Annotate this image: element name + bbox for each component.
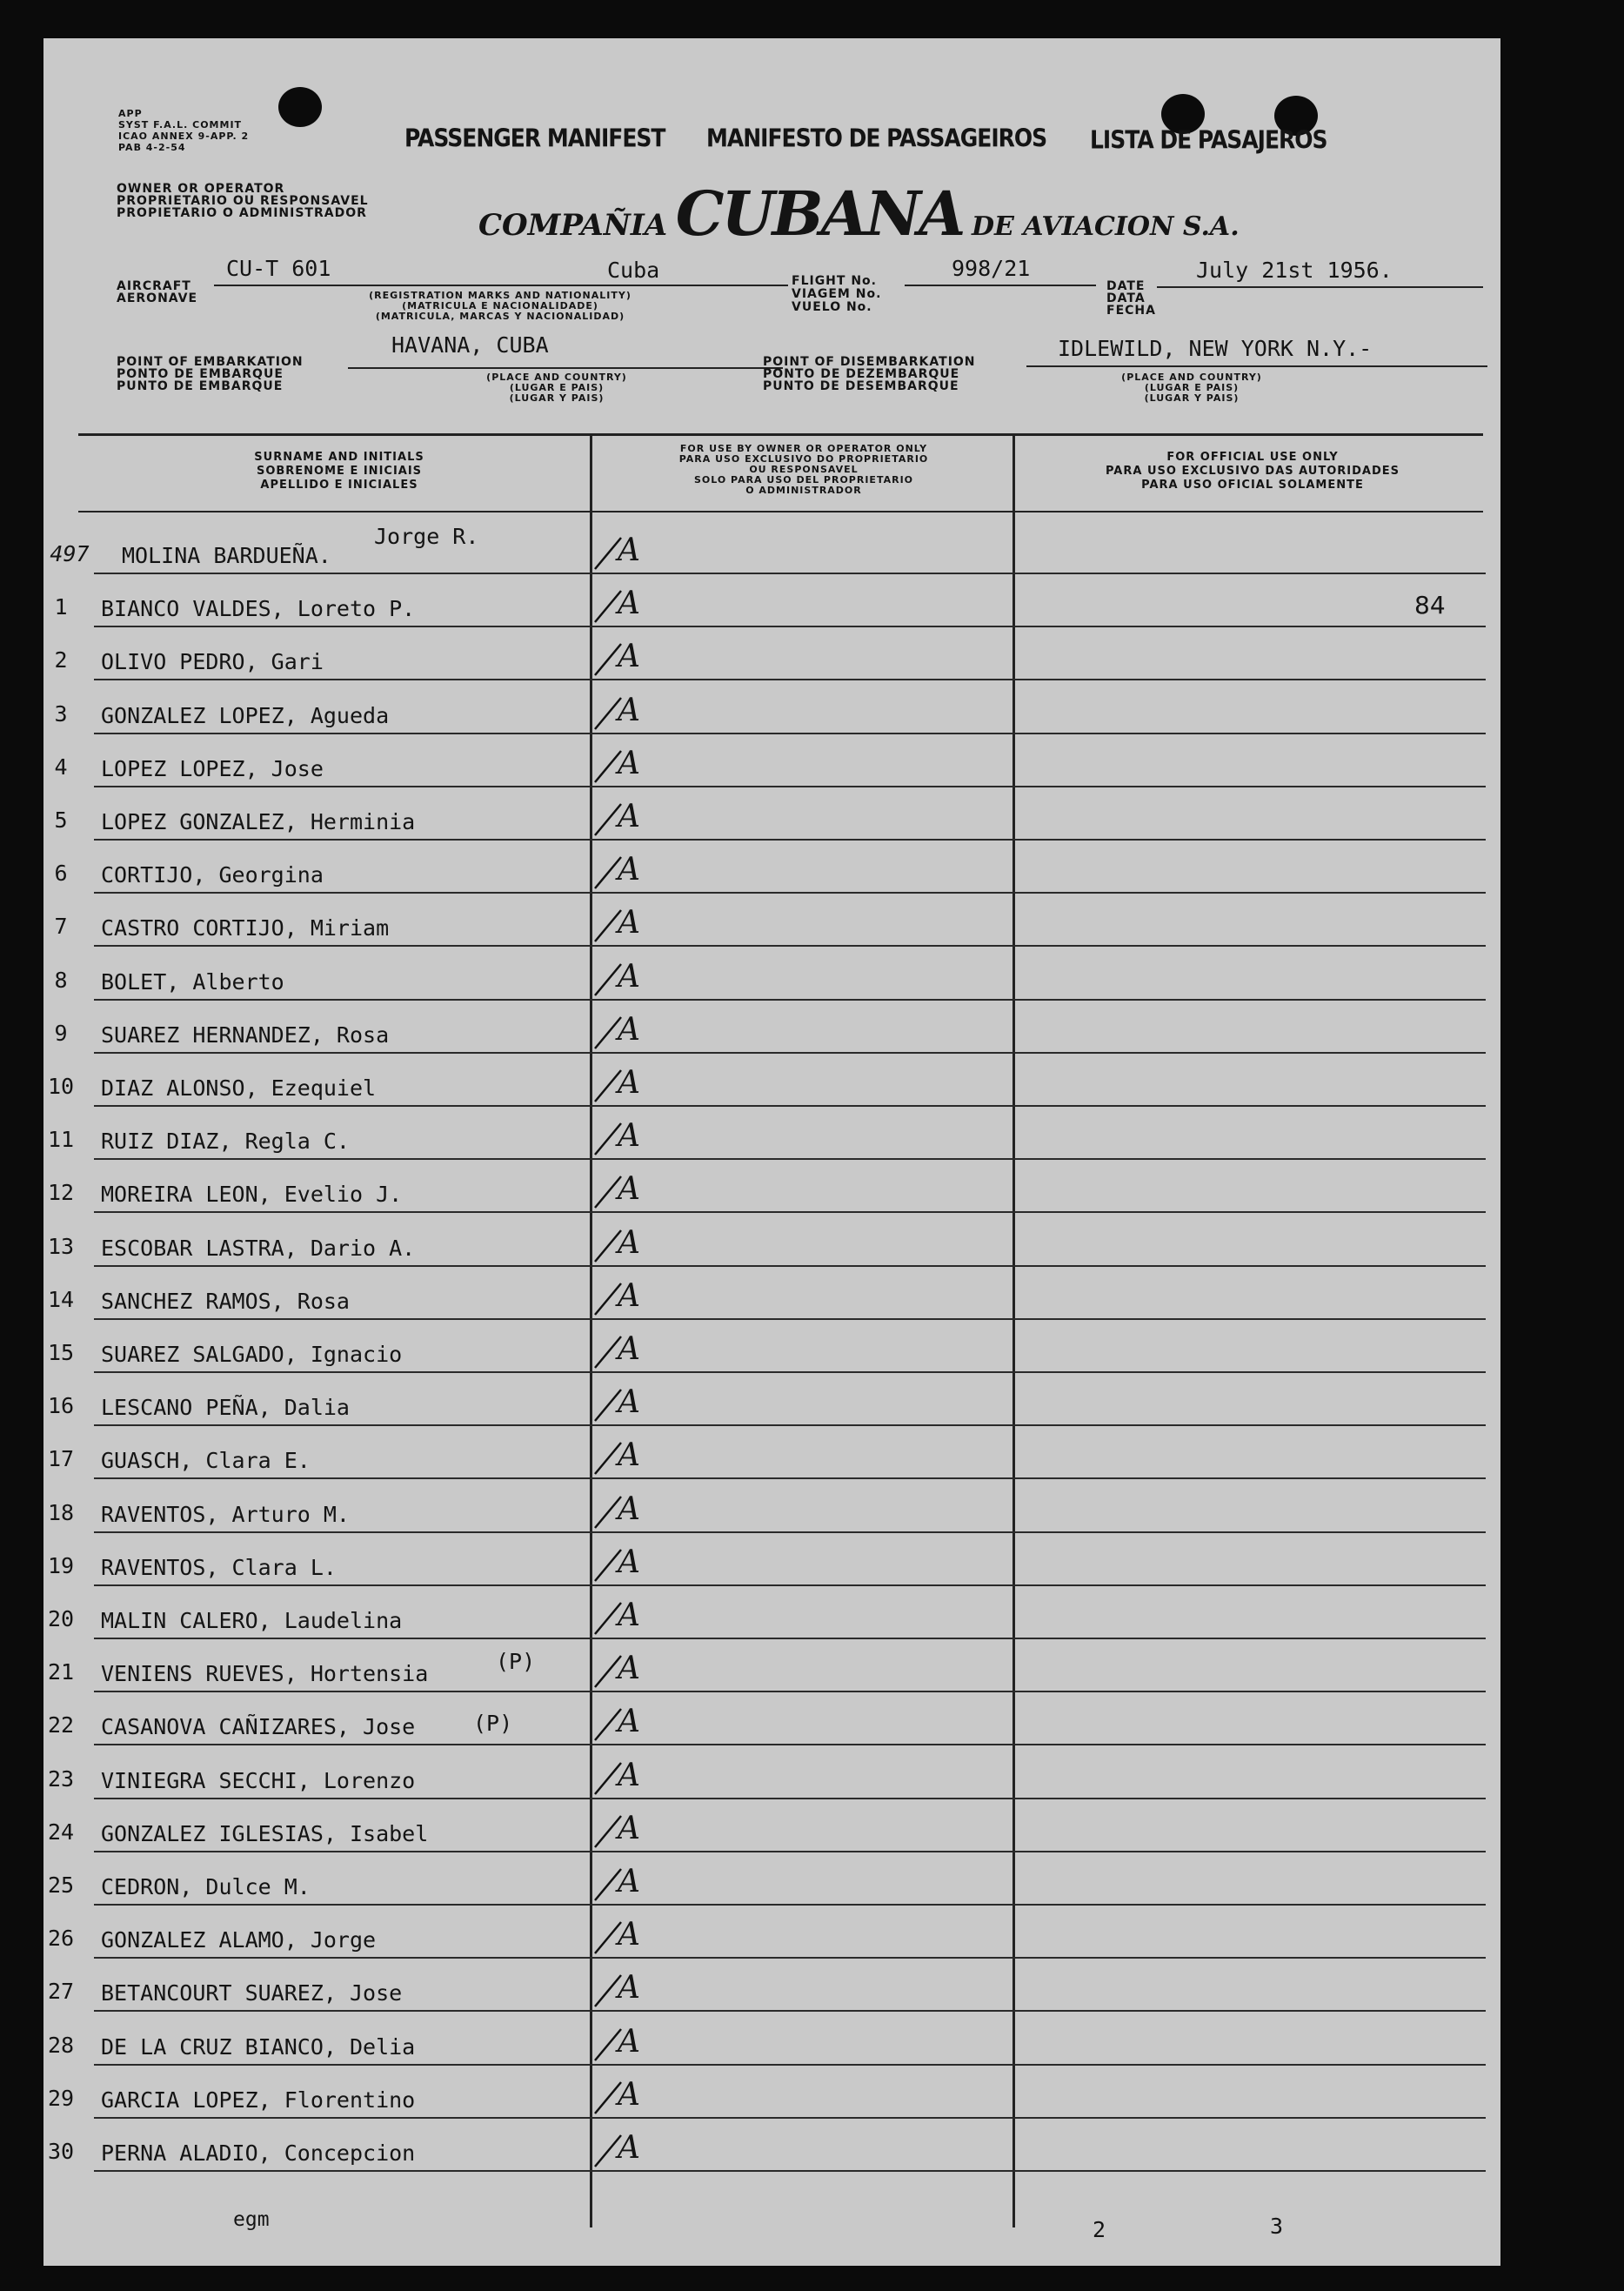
slash-mark [591,1759,626,1798]
row-rule [94,733,1486,734]
row-rule [94,1158,1486,1160]
title-es: LISTA DE PASAJEROS [1090,124,1327,155]
checkmark-annotation: A [618,1171,640,1207]
embark-underline [348,367,783,369]
passenger-name: SUAREZ SALGADO, Ignacio [101,1342,403,1367]
slash-mark [591,1067,626,1105]
row-number: 22 [47,1712,75,1738]
checkmark-annotation: A [618,1544,640,1580]
passenger-name: SUAREZ HERNANDEZ, Rosa [101,1022,390,1048]
row-rule [94,1477,1486,1479]
checkmark-annotation: A [618,693,640,728]
row-rule [94,2170,1486,2172]
checkmark-annotation: A [618,799,640,834]
row-number: 30 [47,2139,75,2164]
slash-mark [591,961,626,999]
passenger-name: BIANCO VALDES, Loreto P. [101,596,416,621]
row-number: 3 [54,701,68,727]
row-number: 19 [47,1553,75,1578]
row-number: 28 [47,2033,75,2058]
passenger-name: GONZALEZ IGLESIAS, Isabel [101,1821,429,1846]
slash-mark [591,1652,626,1691]
checkmark-annotation: A [618,1970,640,2006]
registration-caption: (REGISTRATION MARKS AND NATIONALITY) (MATRICULA E NACIONALIDADE) (MATRICULA, MARCAS Y NACIONALIDAD) [369,290,632,322]
passenger-name: GUASCH, Clara E. [101,1448,311,1473]
date-underline [1157,286,1483,288]
slash-mark [591,1493,626,1531]
owner-label: OWNER OR OPERATOR PROPRIETARIO OU RESPONSAVEL PROPIETARIO O ADMINISTRADOR [117,182,369,220]
passenger-name: MOLINA BARDUEÑA. [122,543,331,568]
checkmark-annotation: A [618,2024,640,2060]
row-number: 11 [47,1127,75,1152]
slash-mark [591,1333,626,1371]
slash-mark [591,1280,626,1318]
checkmark-annotation: A [618,1917,640,1953]
row-number: 10 [47,1074,75,1099]
slash-mark [591,1866,626,1904]
row-number: 23 [47,1766,75,1792]
table-header-rule [78,511,1483,512]
row-rule [94,1851,1486,1852]
slash-mark [591,1014,626,1052]
disembark-underline [1026,365,1487,367]
row-number: 27 [47,1979,75,2004]
row-number: 26 [47,1926,75,1951]
slash-mark [591,907,626,945]
row-number: 16 [47,1393,75,1418]
checkmark-annotation: A [618,639,640,674]
row-number: 8 [54,968,68,993]
passenger-name: BETANCOURT SUAREZ, Jose [101,1980,403,2006]
embark-place-caption: (PLACE AND COUNTRY) (LUGAR E PAIS) (LUGAR Y PAIS) [486,372,627,404]
checkmark-annotation: A [618,1278,640,1314]
row-rule [94,1638,1486,1639]
checkmark-annotation: A [618,1758,640,1793]
row-rule [94,892,1486,894]
row-number: 1 [54,594,68,620]
slash-mark [591,1439,626,1477]
row-rule [94,626,1486,627]
row-number: 9 [54,1021,68,1046]
slash-mark [591,1972,626,2010]
checkmark-annotation: A [618,1065,640,1101]
slash-mark [591,1386,626,1424]
row-rule [94,1265,1486,1267]
row-rule [94,1211,1486,1213]
slash-mark [591,1120,626,1158]
row-number: 5 [54,807,68,833]
slash-mark [591,2132,626,2170]
checkmark-annotation: A [618,1331,640,1367]
col-header-official-use: FOR OFFICIAL USE ONLY PARA USO EXCLUSIVO DAS AUTORIDADES PARA USO OFICIAL SOLAMENTE [1105,451,1400,492]
passenger-name: DIAZ ALONSO, Ezequiel [101,1075,377,1101]
slash-mark [591,1705,626,1744]
passenger-name: VENIENS RUEVES, Hortensia [101,1661,429,1686]
row-number: 7 [54,914,68,939]
flight-underline [905,285,1096,286]
row-number: 18 [47,1500,75,1525]
passenger-name: RAVENTOS, Clara L. [101,1555,337,1580]
passenger-name: GONZALEZ ALAMO, Jorge [101,1927,377,1953]
embark-value: HAVANA, CUBA [391,332,549,358]
slash-mark [591,1546,626,1584]
passenger-name: VINIEGRA SECCHI, Lorenzo [101,1768,416,1793]
row-rule [94,1105,1486,1107]
passenger-name: RAVENTOS, Arturo M. [101,1502,350,1527]
disembark-value: IDLEWILD, NEW YORK N.Y.- [1058,336,1373,361]
checkmark-annotation: A [618,905,640,941]
column-divider [1012,435,1015,2227]
passenger-name: CEDRON, Dulce M. [101,1874,311,1899]
nationality-value: Cuba [607,258,660,283]
slash-mark [591,1227,626,1265]
checkmark-annotation: A [618,1598,640,1633]
checkmark-annotation: A [618,959,640,995]
row-number: 25 [47,1872,75,1898]
row-number: 21 [47,1659,75,1685]
passenger-name: BOLET, Alberto [101,969,284,995]
aircraft-label: AIRCRAFT AERONAVE [117,279,198,305]
passenger-name: PERNA ALADIO, Concepcion [101,2140,416,2166]
date-label: DATE DATA FECHA [1106,279,1156,318]
row-rule [94,839,1486,841]
page-count: 3 [1270,2214,1284,2239]
row-rule [94,1318,1486,1320]
row-number: 15 [47,1340,75,1365]
disembark-place-caption: (PLACE AND COUNTRY) (LUGAR E PAIS) (LUGAR Y PAIS) [1121,372,1262,404]
row-number: 497 [50,541,90,566]
passenger-name: LOPEZ GONZALEZ, Herminia [101,809,416,834]
slash-mark [591,1812,626,1851]
row-rule [94,1424,1486,1426]
checkmark-annotation: A [618,852,640,888]
date-value: July 21st 1956. [1196,258,1393,283]
row-rule [94,1531,1486,1533]
passenger-name: CORTIJO, Georgina [101,862,324,888]
slash-mark [591,640,626,679]
table-top-rule [78,433,1483,436]
manifest-sheet [43,38,1500,2266]
row-rule [94,2064,1486,2066]
slash-mark [591,801,626,839]
punch-hole [278,87,322,127]
slash-mark [591,1919,626,1957]
col-header-surname: SURNAME AND INITIALS SOBRENOME E INICIAIS APELLIDO E INICIALES [254,451,424,492]
disembark-label: POINT OF DISEMBARKATION PONTO DE DEZEMBARQUE PUNTO DE DESEMBARQUE [763,355,976,393]
checkmark-annotation: A [618,533,640,568]
prepared-by-value: egm [233,2208,270,2231]
passenger-name: CASTRO CORTIJO, Miriam [101,915,390,941]
row-rule [94,1798,1486,1799]
brand-main: CUBANA [675,178,964,250]
aircraft-underline [214,285,788,286]
row-number: 14 [47,1287,75,1312]
passenger-name-note: (P) [473,1711,513,1736]
checkmark-annotation: A [618,1384,640,1420]
passenger-name: LESCANO PEÑA, Dalia [101,1395,350,1420]
passenger-name-note: (P) [496,1649,536,1674]
passenger-name: OLIVO PEDRO, Gari [101,649,324,674]
checkmark-annotation: A [618,1225,640,1261]
aircraft-value: CU-T 601 [226,256,331,281]
row-number: 13 [47,1234,75,1259]
approval-block: APP SYST F.A.L. COMMIT ICAO ANNEX 9-APP. 2 PAB 4-2-54 [118,108,250,153]
row-rule [94,2010,1486,2012]
slash-mark [591,1173,626,1211]
row-number: 4 [54,754,68,780]
row-rule [94,945,1486,947]
row-rule [94,999,1486,1001]
title-en: PASSENGER MANIFEST [404,123,665,153]
official-use-value: 84 [1414,591,1446,620]
passenger-name: ESCOBAR LASTRA, Dario A. [101,1236,416,1261]
slash-mark [591,2079,626,2117]
slash-mark [591,587,626,626]
passenger-name: SANCHEZ RAMOS, Rosa [101,1289,350,1314]
slash-mark [591,854,626,892]
slash-mark [591,1599,626,1638]
row-rule [94,786,1486,787]
checkmark-annotation: A [618,2077,640,2113]
checkmark-annotation: A [618,2130,640,2166]
passenger-name: DE LA CRUZ BIANCO, Delia [101,2034,416,2060]
row-rule [94,1371,1486,1373]
passenger-name: GONZALEZ LOPEZ, Agueda [101,703,390,728]
passenger-name: MALIN CALERO, Laudelina [101,1608,403,1633]
slash-mark [591,2026,626,2064]
page-number: 2 [1093,2217,1106,2242]
row-rule [94,1691,1486,1692]
row-number: 24 [47,1819,75,1845]
checkmark-annotation: A [618,1811,640,1846]
checkmark-annotation: A [618,1118,640,1154]
row-number: 6 [54,861,68,886]
operator-name [478,178,1240,250]
slash-mark [591,747,626,786]
passenger-name: LOPEZ LOPEZ, Jose [101,756,324,781]
slash-mark [591,534,626,573]
title-pt: MANIFESTO DE PASSAGEIROS [706,123,1047,153]
row-number: 29 [47,2086,75,2111]
row-rule [94,679,1486,680]
row-number: 20 [47,1606,75,1631]
passenger-name-note: Jorge R. [374,524,479,549]
checkmark-annotation: A [618,586,640,621]
row-rule [94,1052,1486,1054]
row-rule [94,1957,1486,1959]
checkmark-annotation: A [618,1864,640,1899]
passenger-name: GARCIA LOPEZ, Florentino [101,2087,416,2113]
passenger-name: CASANOVA CAÑIZARES, Jose [101,1714,416,1739]
row-rule [94,2117,1486,2119]
brand-pre: COMPAÑIA [478,208,668,243]
checkmark-annotation: A [618,746,640,781]
checkmark-annotation: A [618,1012,640,1048]
slash-mark [591,694,626,733]
brand-post: DE AVIACION S.A. [971,211,1240,242]
col-header-owner-use: FOR USE BY OWNER OR OPERATOR ONLY PARA USO EXCLUSIVO DO PROPRIETARIO OU RESPONSAVEL SOLO PARA USO DEL PROPRIETARIO O ADMINISTRADOR [678,443,929,496]
checkmark-annotation: A [618,1437,640,1473]
passenger-name: MOREIRA LEON, Evelio J. [101,1182,403,1207]
row-number: 12 [47,1180,75,1205]
checkmark-annotation: A [618,1704,640,1739]
row-number: 2 [54,647,68,673]
flight-label: FLIGHT No. VIAGEM No. VUELO No. [792,274,882,314]
row-rule [94,1584,1486,1586]
row-rule [94,1904,1486,1906]
embark-label: POINT OF EMBARKATION PONTO DE EMBARQUE PUNTO DE EMBARQUE [117,355,304,393]
checkmark-annotation: A [618,1491,640,1527]
row-rule [94,1744,1486,1745]
passenger-name: RUIZ DIAZ, Regla C. [101,1129,350,1154]
row-rule [94,573,1486,574]
row-number: 17 [47,1446,75,1471]
flight-value: 998/21 [952,256,1031,281]
checkmark-annotation: A [618,1651,640,1686]
